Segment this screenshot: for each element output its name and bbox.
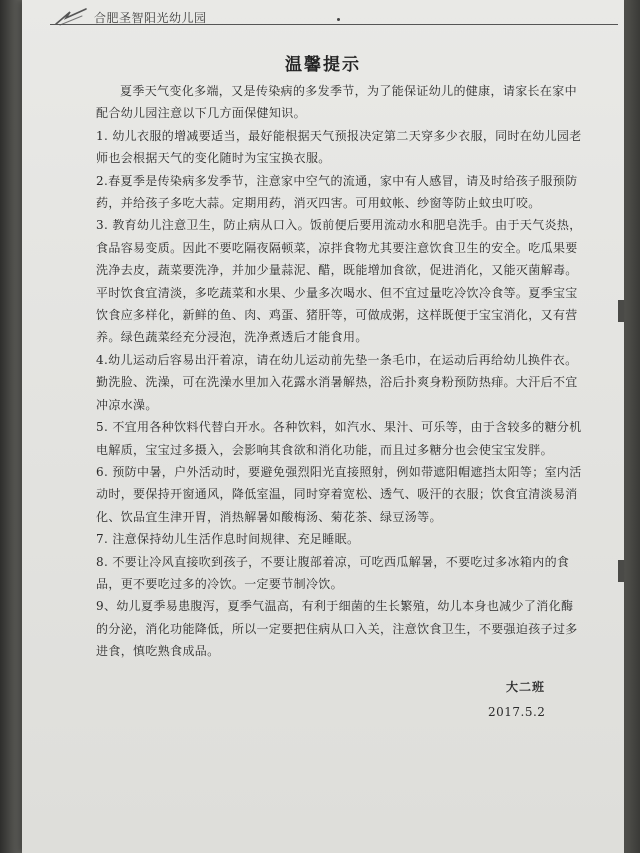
class-signature: 大二班: [506, 680, 546, 694]
intro-paragraph: 夏季天气变化多端，又是传染病的多发季节，为了能保证幼儿的健康，请家长在家中配合幼儿园注意以下几方面保健知识。: [96, 84, 577, 121]
tip-item: 7. 注意保持幼儿生活作息时间规律、充足睡眠。: [96, 532, 360, 547]
binding-hole: [618, 560, 624, 582]
school-name: 合肥圣智阳光幼儿园: [94, 11, 207, 25]
tip-item: 5. 不宜用各种饮料代替白开水。各种饮料，如汽水、果汁、可乐等，由于含较多的糖分机电解质，宝宝过多摄入，会影响其食欲和消化功能，而且过多糖分也会使宝宝发胖。: [96, 420, 582, 457]
notice-sheet: [22, 0, 624, 853]
notice-date: 2017.5.2: [488, 705, 546, 719]
binding-hole: [618, 300, 624, 322]
notice-title: 温馨提示: [285, 55, 361, 75]
table-surface-left: [0, 0, 24, 853]
tip-item: 2.春夏季是传染病多发季节，注意家中空气的流通，家中有人感冒，请及时给孩子服预防药，并给孩子多吃大蒜。定期用药，消灭四害。可用蚊帐、纱窗等防止蚊虫叮咬。: [96, 173, 578, 211]
header-divider: [50, 24, 618, 25]
tip-item: 8. 不要让冷风直接吹到孩子，不要让腹部着凉，可吃西瓜解暑，不要吃过多冰箱内的食品，更不要吃过多的冷饮。一定要节制冷饮。: [96, 554, 570, 591]
notice-body: [96, 80, 584, 663]
header-mark: [337, 18, 340, 21]
tip-item: 1. 幼儿衣服的增减要适当，最好能根据天气预报决定第二天穿多少衣服，同时在幼儿园老师也会根据天气的变化随时为宝宝换衣服。: [96, 128, 582, 166]
tip-item: 9、幼儿夏季易患腹泻，夏季气温高，有利于细菌的生长繁殖，幼儿本身也减少了消化酶的分泌，消化功能降低，所以一定要把住病从口入关，注意饮食卫生，不要强迫孩子过多进食，慎吃熟食成品。: [96, 599, 578, 659]
tip-item: 6. 预防中暑，户外活动时，要避免强烈阳光直接照射，例如带遮阳帽遮挡太阳等；室内活动时，要保持开窗通风，降低室温，同时穿着宽松、透气、吸汗的衣服；饮食宜清淡易消化、饮品宜生津开胃，消热解暑如酸梅汤、菊花茶、绿豆汤等。: [96, 464, 582, 524]
tip-item: 4.幼儿运动后容易出汗着凉，请在幼儿运动前先垫一条毛巾，在运动后再给幼儿换件衣。勤洗脸、洗澡，可在洗澡水里加入花露水消暑解热，浴后扑爽身粉预防热痱。大汗后不宜冲凉水澡。: [96, 352, 578, 412]
tip-item: 3. 教育幼儿注意卫生，防止病从口入。饭前便后要用流动水和肥皂洗手。由于天气炎热，食品容易变质。因此不要吃隔夜隔顿菜，凉拌食物尤其要注意饮食卫生的安全。吃瓜果要洗净去皮，蔬菜要洗净，并加少量蒜泥、醋，既能增加食欲，促进消化，又能灭菌解毒。平时饮食宜清淡，多吃蔬菜和水果、少量多次喝水、但不宜过量吃冷饮冷食等。夏季宝宝饮食应多样化，新鲜的鱼、肉、鸡蛋、猪肝等，可做成粥，这样既便于宝宝消化，又有营养。绿色蔬菜经充分浸泡，洗净煮透后才能食用。: [96, 218, 582, 345]
